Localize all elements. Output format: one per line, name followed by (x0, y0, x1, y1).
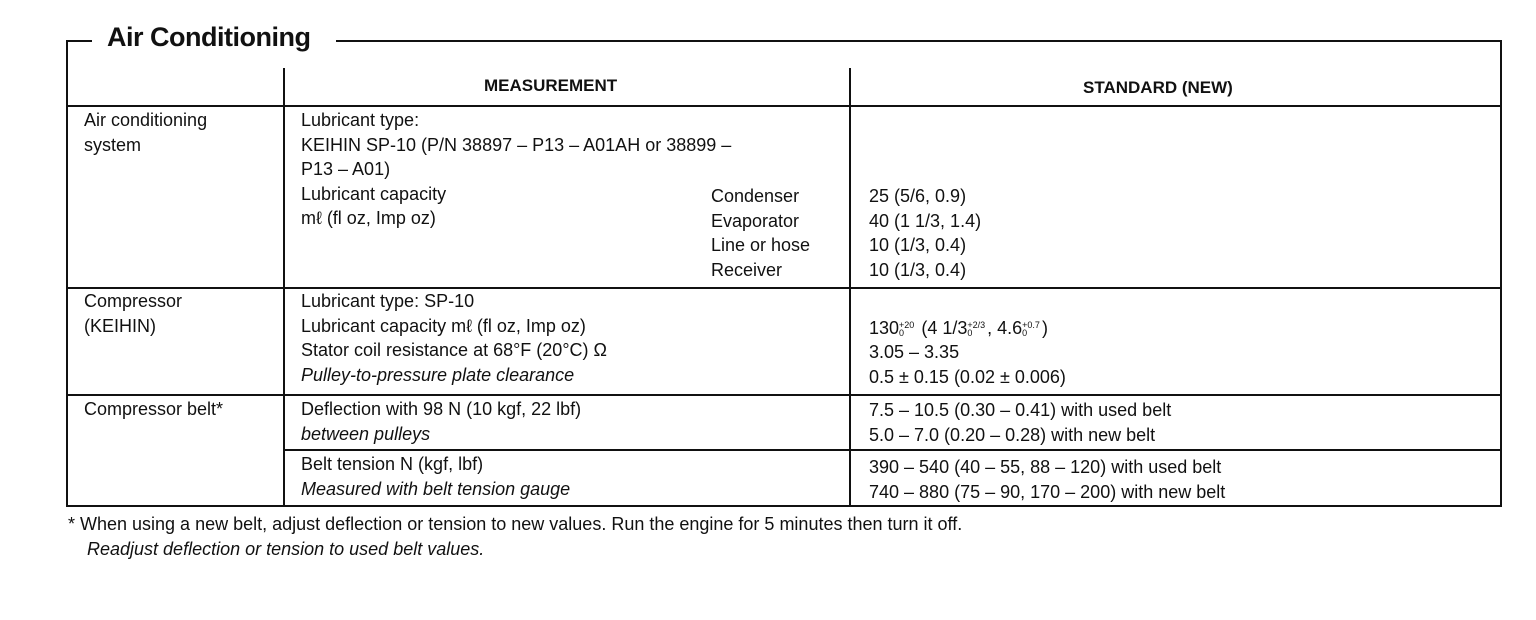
belt-tension-values: 390 – 540 (40 – 55, 88 – 120) with used belt 740 – 880 (75 – 90, 170 – 200) with new belt (869, 457, 1226, 502)
row-item-ac-system: Air conditioning system (84, 110, 208, 155)
compressor-capacity-value: 130 +20 0 (4 1/3 +2/3 0 , 4.6 +0.7 0 ) (869, 318, 1048, 339)
row-item-compressor: Compressor (KEIHIN) (84, 291, 183, 336)
ac-system-measurement: Lubricant type: KEIHIN SP-10 (P/N 38897 – P13 – A01AH or 38899 – P13 – A01) Lubricant capacity mℓ (fl oz, Imp oz) (301, 110, 732, 228)
row-divider-compressor (66, 287, 1502, 289)
compressor-measurement: Lubricant type: SP-10 Lubricant capacity mℓ (fl oz, Imp oz) Stator coil resistance at 68°F (20°C) Ω Pulley-to-pressure plate clearance (301, 291, 607, 385)
page-title: Air Conditioning (107, 22, 311, 52)
frame-top-left-tick (66, 40, 92, 42)
frame-right-border (1500, 40, 1502, 506)
header-standard: STANDARD (NEW) (1083, 78, 1233, 97)
row-divider-belt (66, 394, 1502, 396)
header-bottom-line (66, 105, 1502, 107)
ac-system-parts: Condenser Evaporator Line or hose Receiver (711, 186, 811, 280)
ac-system-values: 25 (5/6, 0.9) 40 (1 1/3, 1.4) 10 (1/3, 0.4) 10 (1/3, 0.4) (869, 186, 982, 280)
belt-deflection-measurement: Deflection with 98 N (10 kgf, 22 lbf) between pulleys (301, 399, 582, 444)
compressor-values: 3.05 – 3.35 0.5 ± 0.15 (0.02 ± 0.006) (869, 342, 1066, 387)
frame-top-line (336, 40, 1502, 42)
row-divider-belt-tension (283, 449, 1502, 451)
belt-tension-measurement: Belt tension N (kgf, lbf) Measured with belt tension gauge (301, 454, 571, 499)
belt-deflection-values: 7.5 – 10.5 (0.30 – 0.41) with used belt 5.0 – 7.0 (0.20 – 0.28) with new belt (869, 400, 1172, 445)
frame-bottom-border (66, 505, 1502, 507)
row-item-compressor-belt: Compressor belt* (84, 399, 224, 419)
footnote: * When using a new belt, adjust deflection or tension to new values. Run the engine for 5 minutes then turn it off. Readjust deflection or tension to used belt values. (68, 514, 963, 559)
header-measurement: MEASUREMENT (484, 76, 618, 95)
frame-left-border (66, 40, 68, 506)
